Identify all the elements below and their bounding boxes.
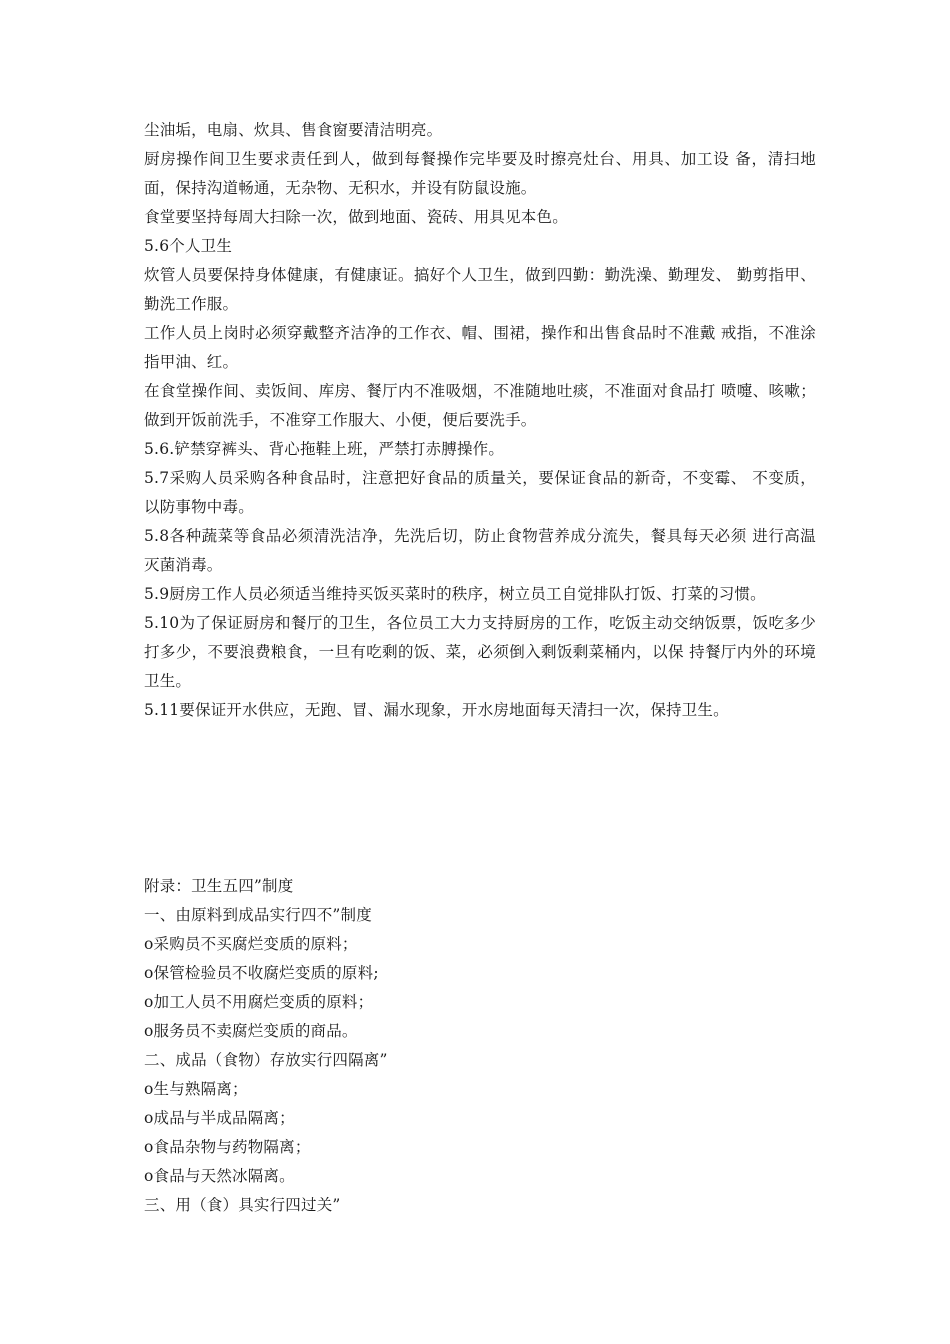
paragraph-staff-health: 炊管人员要保持身体健康，有健康证。搞好个人卫生，做到四勤：勤洗澡、勤理发、 勤剪指甲、勤洗工作服。 [144,266,816,313]
paragraph-purchasing: 5.7采购人员采购各种食品时，注意把好食品的质量关，要保证食品的新奇，不变霉、 不变质，以防事物中毒。 [144,469,816,516]
main-text-section [144,116,816,725]
paragraph-dress-code: 5.6.铲禁穿裤头、背心拖鞋上班，严禁打赤膊操作。 [144,440,505,458]
list-item: o采购员不买腐烂变质的原料； [144,935,358,953]
paragraph-weekly-cleaning: 食堂要坚持每周大扫除一次，做到地面、瓷砖、用具见本色。 [144,208,568,226]
paragraph-vegetable-washing: 5.8各种蔬菜等食品必须清洗洁净，先洗后切，防止食物营养成分流失，餐具每天必须 进行高温灭菌消毒。 [144,527,816,574]
list-item: o保管检验员不收腐烂变质的原料; [144,964,379,982]
appendix-title: 附录：卫生五四”制度 [144,877,294,895]
list-item: o加工人员不用腐烂变质的原料； [144,993,374,1011]
paragraph-kitchen-responsibility: 厨房操作间卫生要求责任到人，做到每餐操作完毕要及时擦亮灶台、用具、加工设 备，清扫地面，保持沟道畅通，无杂物、无积水，并设有防鼠设施。 [144,150,816,197]
list-item: o生与熟隔离； [144,1080,248,1098]
section-heading-personal-hygiene: 5.6个人卫生 [144,237,233,255]
paragraph-no-smoking: 在食堂操作间、卖饭间、库房、餐厅内不准吸烟，不准随地吐痰，不准面对食品打 喷嚏、咳嗽；做到开饭前洗手，不准穿工作服大、小便，便后要洗手。 [144,382,816,429]
appendix-heading-four-isolation: 二、成品（食物）存放实行四隔离” [144,1051,388,1069]
paragraph-water-supply: 5.11要保证开水供应，无跑、冒、漏水现象，开水房地面每天清扫一次，保持卫生。 [144,701,729,719]
list-item: o食品与天然冰隔离。 [144,1167,295,1185]
paragraph-cleaning-equipment: 尘油垢，电扇、炊具、售食窗要清洁明亮。 [144,121,443,139]
paragraph-queue-order: 5.9厨房工作人员必须适当维持买饭买菜时的秩序，树立员工自觉排队打饭、打菜的习惯。 [144,585,766,603]
appendix-section [144,872,816,1220]
list-item: o食品杂物与药物隔离； [144,1138,311,1156]
appendix-heading-four-checks: 三、用（食）具实行四过关” [144,1196,341,1214]
list-item: o服务员不卖腐烂变质的商品。 [144,1022,358,1040]
appendix-heading-four-no: 一、由原料到成品实行四不”制度 [144,906,372,924]
paragraph-dining-hygiene: 5.10为了保证厨房和餐厅的卫生，各位员工大力支持厨房的工作，吃饭主动交纳饭票，饭吃多少打多少，不要浪费粮食，一旦有吃剩的饭、菜，必须倒入剩饭剩菜桶内，以保 持餐厅内外的环境卫生。 [144,614,816,690]
list-item: o成品与半成品隔离； [144,1109,295,1127]
paragraph-uniform-rules: 工作人员上岗时必须穿戴整齐洁净的工作衣、帽、围裙，操作和出售食品时不准戴 戒指，不准涂指甲油、红。 [144,324,816,371]
